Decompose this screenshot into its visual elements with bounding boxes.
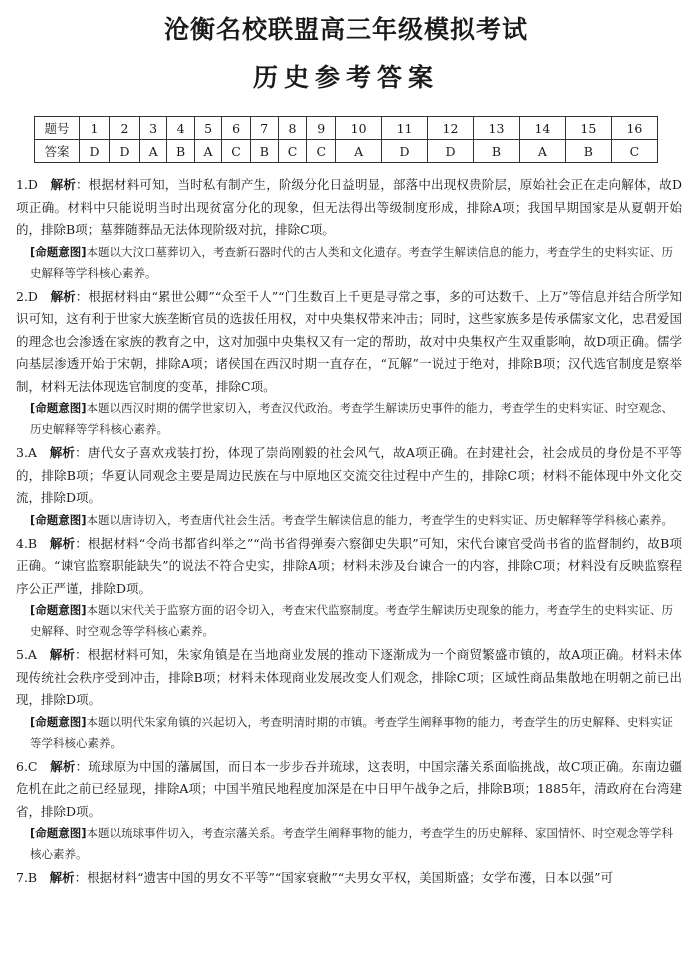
intent-note bbox=[30, 242, 682, 284]
answer-table bbox=[34, 116, 658, 163]
question-number-cell: 1 bbox=[80, 117, 110, 140]
intent-tag: [命题意图] bbox=[30, 603, 87, 617]
question-number-cell: 4 bbox=[167, 117, 195, 140]
intent-tag: [命题意图] bbox=[30, 244, 87, 259]
analysis-tag: 解析 bbox=[49, 535, 76, 551]
explanation-item bbox=[16, 533, 682, 601]
answer-cell: B bbox=[167, 140, 195, 163]
question-number-cell: 15 bbox=[565, 117, 611, 140]
intent-tag: [命题意图] bbox=[30, 826, 87, 840]
question-number-cell: 13 bbox=[473, 117, 519, 140]
analysis-tag: 解析 bbox=[49, 870, 75, 885]
question-number-row bbox=[35, 117, 658, 140]
answer-cell: A bbox=[139, 140, 166, 163]
question-number-cell: 14 bbox=[519, 117, 565, 140]
answer-cell: A bbox=[336, 140, 382, 163]
question-number-cell: 5 bbox=[194, 117, 221, 140]
intent-tag: [命题意图] bbox=[30, 401, 87, 415]
intent-tag: [命题意图] bbox=[30, 714, 87, 729]
question-answer-label: 6.C bbox=[16, 758, 38, 774]
analysis-text: ：唐代女子喜欢戎装打扮，体现了崇尚刚毅的社会风气，故A项正确。在封建社会，社会成员的身份是不平等的，排除B项；华夏认同观念主要是周边民族在与中原地区交流交往过程中产生的，排除C项；材料不能体现中外文化交流，排除D项。 bbox=[16, 445, 682, 505]
analysis-tag: 解析 bbox=[50, 758, 76, 774]
question-number-cell: 3 bbox=[139, 117, 166, 140]
intent-text: 本题以明代朱家角镇的兴起切入，考查明清时期的市镇。考查学生阐释事物的能力，考查学生的历史解释、史料实证等学科核心素养。 bbox=[30, 714, 674, 750]
question-answer-label: 5.A bbox=[16, 647, 37, 662]
answer-cell: B bbox=[565, 140, 611, 163]
explanation-item bbox=[16, 442, 682, 510]
question-answer-label: 2.D bbox=[16, 288, 38, 304]
answer-cell: C bbox=[611, 140, 657, 163]
answer-cell: C bbox=[278, 140, 307, 163]
analysis-text: ：根据材料可知，当时私有制产生，阶级分化日益明显，部落中出现权贵阶层，原始社会正在走向解体，故D项正确。材料中只能说明当时出现贫富分化的现象，但无法得出等级制度形成，排除A项；我国早期国家是从夏朝开始的，排除B项；墓葬随葬品无法体现阶级对抗，排除C项。 bbox=[16, 177, 682, 237]
answer-row bbox=[35, 140, 658, 163]
analysis-text: ：根据材料由“累世公卿”“众至千人”“门生数百上千更是寻常之事，多的可达数千、上万”等信息并结合所学知识可知，这有利于世家大族垄断官员的选拔任用权，对中央集权带来冲击；同时，这些家族多是传承儒家文化，忠君爱国的理念也会渗透在家族的教育之中，这对加强中央集权又有一定的帮助，故对中央集权产生双重影响，故D项正确。儒学向基层渗透开始于宋朝，排除A项；诸侯国在西汉时期一直存在，“瓦解”一说过于绝对，排除B项；汉代选官制度是察举制，材料无法体现选官制度的变革，排除C项。 bbox=[16, 288, 682, 394]
question-answer-label: 3.A bbox=[16, 445, 37, 460]
answer-cell: C bbox=[307, 140, 336, 163]
intent-note bbox=[30, 510, 682, 531]
analysis-text: ：根据材料可知，朱家角镇是在当地商业发展的推动下逐渐成为一个商贸繁盛市镇的，故A项正确。材料未体现传统社会秩序受到冲击，排除B项；材料未体现商业发展改变人们观念，排除C项；区域性商品集散地在明朝之前已出现，排除D项。 bbox=[16, 647, 682, 707]
answer-cell: D bbox=[109, 140, 139, 163]
question-number-cell: 16 bbox=[611, 117, 657, 140]
explanation-item bbox=[16, 756, 682, 824]
intent-text: 本题以琉球事件切入，考查宗藩关系。考查学生阐释事物的能力，考查学生的历史解释、家国情怀、时空观念等学科核心素养。 bbox=[30, 826, 674, 861]
row-label: 答案 bbox=[35, 140, 80, 163]
question-answer-label: 4.B bbox=[16, 535, 38, 551]
question-number-cell: 7 bbox=[250, 117, 278, 140]
intent-text: 本题以西汉时期的儒学世家切入，考查汉代政治。考查学生解读历史事件的能力，考查学生的史料实证、时空观念、历史解释等学科核心素养。 bbox=[30, 401, 674, 436]
answer-cell: D bbox=[80, 140, 110, 163]
question-number-cell: 12 bbox=[428, 117, 474, 140]
answer-cell: D bbox=[382, 140, 428, 163]
analysis-text: ：琉球原为中国的藩属国，而日本一步步吞并琉球，这表明，中国宗藩关系面临挑战，故C项正确。东南边疆危机在此之前已经显现，排除A项；中国半殖民地程度加深是在中日甲午战争之后，排除B项；1885年，清政府在台湾建省，排除D项。 bbox=[16, 758, 682, 819]
intent-text: 本题以宋代关于监察方面的诏令切入，考查宋代监察制度。考查学生解读历史现象的能力，考查学生的史料实证、历史解释、时空观念等学科核心素养。 bbox=[30, 603, 674, 638]
question-number-cell: 6 bbox=[222, 117, 251, 140]
analysis-tag: 解析 bbox=[49, 647, 76, 662]
answer-cell: A bbox=[519, 140, 565, 163]
analysis-tag: 解析 bbox=[49, 445, 76, 460]
question-answer-label: 7.B bbox=[16, 870, 38, 885]
question-number-cell: 9 bbox=[307, 117, 336, 140]
intent-text: 本题以大汶口墓葬切入，考查新石器时代的古人类和文化遗存。考查学生解读信息的能力，考查学生的史料实证、历史解释等学科核心素养。 bbox=[30, 244, 674, 280]
intent-tag: [命题意图] bbox=[30, 512, 87, 527]
answer-cell: C bbox=[222, 140, 251, 163]
answer-cell: B bbox=[250, 140, 278, 163]
analysis-tag: 解析 bbox=[50, 177, 76, 192]
intent-note bbox=[30, 600, 682, 642]
answer-cell: B bbox=[473, 140, 519, 163]
explanation-item bbox=[16, 644, 682, 712]
page-subtitle: 历史参考答案 bbox=[252, 63, 439, 92]
answer-cell: A bbox=[194, 140, 221, 163]
explanation-item bbox=[16, 174, 682, 242]
question-number-cell: 2 bbox=[109, 117, 139, 140]
answer-cell: D bbox=[428, 140, 474, 163]
exam-title: 沧衡名校联盟高三年级模拟考试 bbox=[163, 15, 528, 44]
question-number-cell: 11 bbox=[382, 117, 428, 140]
analysis-text: ：根据材料“令尚书都省纠举之”“尚书省得弹奏六察御史失职”可知，宋代台谏官受尚书省的监督制约，故B项正确。“谏官监察职能缺失”的说法不符合史实，排除A项；材料未涉及台谏合一的内容，排除C项；材料没有反映监察程序公正严谨，排除D项。 bbox=[16, 535, 682, 596]
intent-note bbox=[30, 712, 682, 754]
question-number-cell: 10 bbox=[336, 117, 382, 140]
question-answer-label: 1.D bbox=[16, 177, 38, 192]
explanation-item bbox=[16, 867, 682, 890]
analysis-tag: 解析 bbox=[50, 288, 76, 304]
analysis-text: ：根据材料“遗害中国的男女不平等”“国家衰敝”“夫男女平权，美国斯盛；女学布濩，日本以强”可 bbox=[74, 870, 613, 885]
intent-text: 本题以唐诗切入，考查唐代社会生活。考查学生解读信息的能力，考查学生的史料实证、历史解释等学科核心素养。 bbox=[86, 512, 674, 527]
intent-note bbox=[30, 823, 682, 865]
question-number-cell: 8 bbox=[278, 117, 307, 140]
explanation-list bbox=[16, 174, 682, 890]
explanation-item bbox=[16, 286, 682, 399]
intent-note bbox=[30, 398, 682, 440]
row-label: 题号 bbox=[35, 117, 80, 140]
